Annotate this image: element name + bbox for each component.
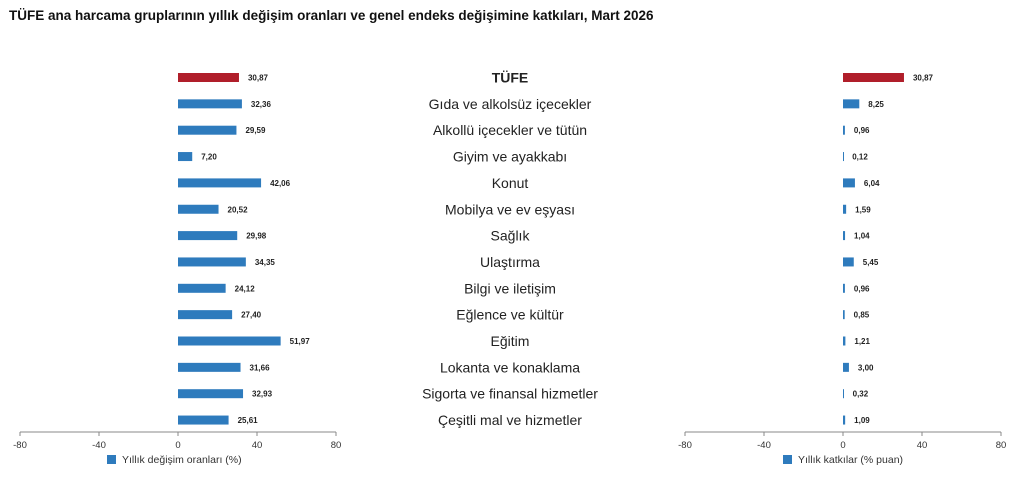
- bar-change-2: [178, 126, 236, 135]
- x-tick-label: 0: [175, 440, 181, 451]
- data-label: 51,97: [289, 337, 310, 346]
- data-label: 27,40: [241, 310, 262, 320]
- bar-change-11: [178, 363, 241, 372]
- bar-change-9: [178, 310, 232, 319]
- data-label: 34,35: [254, 257, 275, 267]
- x-tick-label: 40: [251, 440, 263, 451]
- bar-change-0: [178, 73, 239, 82]
- bar-contribution-12: [843, 389, 844, 398]
- bar-change-1: [178, 99, 242, 108]
- bar-contribution-0: [843, 73, 904, 82]
- data-label: 1,04: [854, 231, 870, 241]
- data-label: 42,06: [270, 178, 291, 188]
- data-label: 0,12: [852, 152, 868, 162]
- chart-title: TÜFE ana harcama gruplarının yıllık değişim oranları ve genel endeks değişimine katkıları, Mart 2026: [9, 8, 654, 23]
- x-tick-label: -40: [92, 440, 106, 451]
- bar-contribution-2: [843, 126, 845, 135]
- bar-contribution-10: [843, 337, 845, 346]
- bar-change-13: [178, 416, 229, 425]
- data-label: 29,98: [246, 231, 267, 241]
- category-label: Çeşitli mal ve hizmetler: [438, 412, 582, 429]
- legend-label: Yıllık katkılar (% puan): [798, 454, 904, 466]
- bar-change-10: [178, 337, 281, 346]
- data-label: 32,36: [250, 99, 271, 109]
- data-label: 30,87: [912, 73, 933, 83]
- bar-contribution-7: [843, 257, 854, 266]
- x-tick-label: 80: [330, 440, 342, 451]
- category-label: Giyim ve ayakkabı: [452, 148, 568, 165]
- data-label: 30,87: [247, 73, 268, 83]
- data-label: 1,09: [854, 416, 870, 426]
- data-label: 24,12: [234, 284, 255, 294]
- data-label: 20,52: [227, 205, 248, 215]
- x-tick-label: -80: [13, 440, 27, 451]
- data-label: 0,85: [853, 310, 870, 320]
- data-label: 6,04: [863, 178, 880, 188]
- category-label: Mobilya ve ev eşyası: [445, 201, 575, 218]
- bar-contribution-4: [843, 178, 855, 187]
- data-label: 1,59: [855, 205, 871, 215]
- legend-swatch: [107, 455, 116, 464]
- data-label: 7,20: [201, 152, 217, 162]
- bar-contribution-6: [843, 231, 845, 240]
- bar-change-3: [178, 152, 192, 161]
- bar-contribution-5: [843, 205, 846, 214]
- data-label: 0,32: [852, 389, 869, 399]
- category-label: Eğlence ve kültür: [456, 306, 564, 323]
- category-label: Sigorta ve finansal hizmetler: [422, 385, 598, 402]
- bar-change-8: [178, 284, 226, 293]
- category-label: Gıda ve alkolsüz içecekler: [428, 95, 592, 112]
- x-tick-label: 0: [840, 440, 846, 451]
- data-label: 3,00: [857, 363, 874, 373]
- data-label: 5,45: [862, 257, 879, 267]
- bar-contribution-1: [843, 99, 859, 108]
- bar-contribution-11: [843, 363, 849, 372]
- category-label: Lokanta ve konaklama: [439, 359, 581, 376]
- data-label: 1,21: [854, 337, 870, 346]
- bar-contribution-13: [843, 416, 845, 425]
- category-label: Alkollü içecekler ve tütün: [432, 122, 588, 139]
- bar-contribution-9: [843, 310, 845, 319]
- x-tick-label: 40: [916, 440, 928, 451]
- legend-label: Yıllık değişim oranları (%): [122, 454, 242, 466]
- category-label: Sağlık: [490, 227, 530, 244]
- x-tick-label: -80: [678, 440, 692, 451]
- data-label: 25,61: [237, 416, 258, 426]
- bar-change-6: [178, 231, 237, 240]
- data-label: 29,59: [245, 126, 266, 136]
- category-label: Eğitim: [490, 333, 530, 349]
- data-label: 8,25: [868, 99, 884, 109]
- data-label: 31,66: [249, 363, 270, 373]
- data-label: 0,96: [853, 284, 870, 294]
- data-label: 32,93: [252, 389, 273, 399]
- category-label: Konut: [491, 174, 529, 191]
- bar-change-4: [178, 178, 261, 187]
- bar-change-12: [178, 389, 243, 398]
- data-label: 0,96: [853, 126, 870, 136]
- bar-contribution-3: [843, 152, 844, 161]
- x-tick-label: -40: [757, 440, 771, 451]
- category-label: Ulaştırma: [480, 253, 540, 270]
- x-tick-label: 80: [995, 440, 1007, 451]
- category-label: Bilgi ve iletişim: [464, 280, 556, 297]
- bar-change-7: [178, 257, 246, 266]
- category-label: TÜFE: [491, 69, 529, 86]
- legend-swatch: [783, 455, 792, 464]
- bar-change-5: [178, 205, 219, 214]
- bar-contribution-8: [843, 284, 845, 293]
